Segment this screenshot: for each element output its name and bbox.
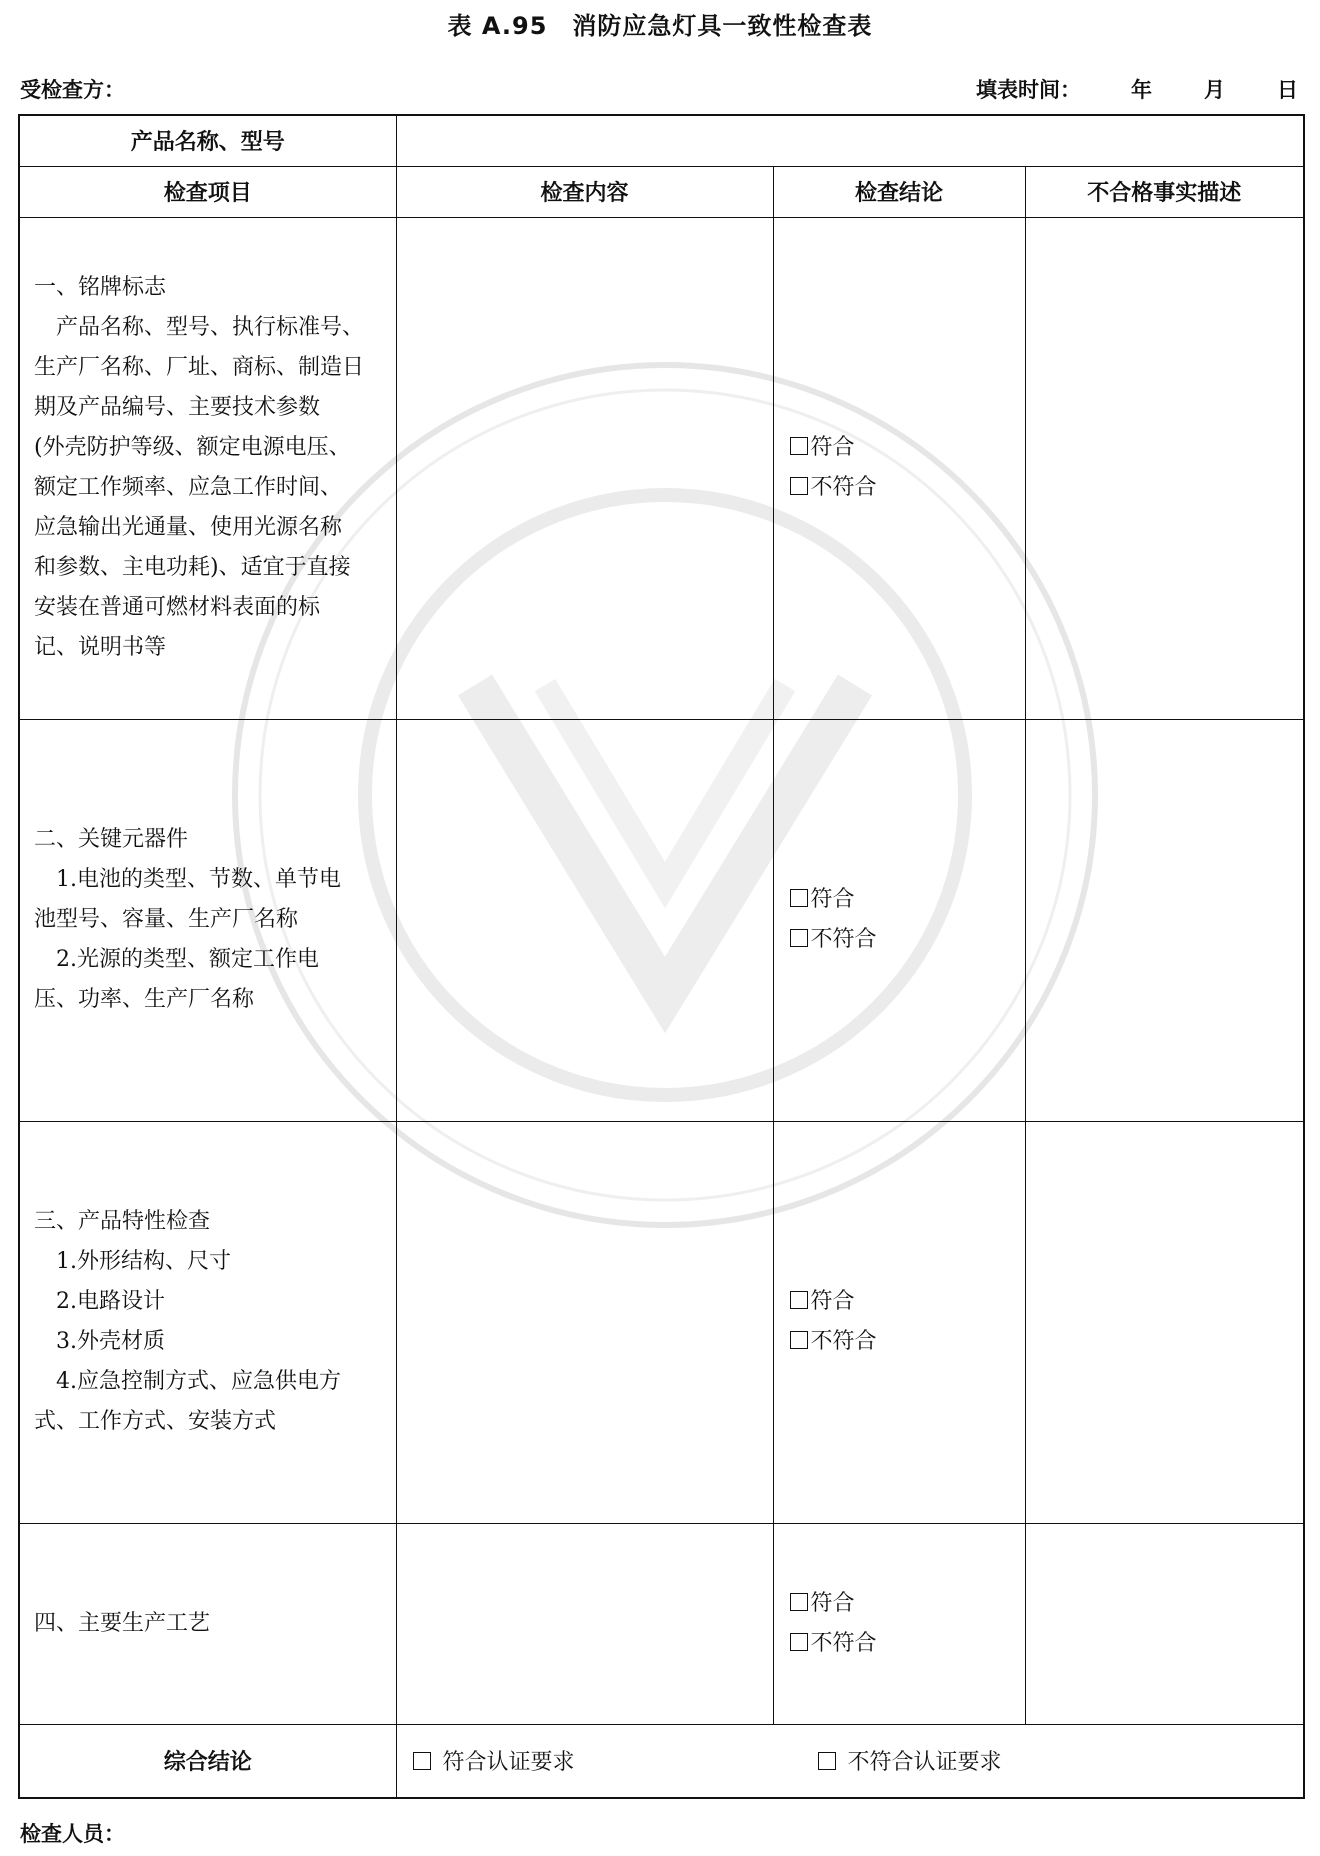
item-1 (19, 217, 396, 719)
nonconformity-description-cell[interactable] (1025, 1121, 1304, 1523)
fill-time (976, 74, 1298, 104)
product-name-label: 产品名称、型号 (19, 115, 396, 166)
header-content: 检查内容 (396, 166, 773, 217)
month-label: 月 (1204, 78, 1225, 102)
item-heading: 二、关键元器件 (34, 827, 189, 852)
summary-options (396, 1724, 1304, 1798)
inspection-content-cell[interactable] (396, 719, 773, 1121)
fails-requirements-checkbox[interactable] (818, 1745, 1002, 1776)
conform-label: 符合 (810, 435, 855, 460)
item-line: 安装在普通可燃材料表面的标 (34, 595, 321, 620)
checkbox-icon (790, 477, 808, 495)
inspector-label: 检查人员： (20, 1822, 125, 1846)
nonconform-label: 不符合 (810, 1630, 877, 1656)
inspected-party-label: 受检查方： (20, 78, 125, 102)
nonconform-label: 不符合 (810, 475, 877, 500)
item-line: 4.应急控制方式、应急供电方 (56, 1369, 341, 1394)
table-row (19, 217, 1304, 719)
item-line: 产品名称、型号、执行标准号、 (56, 315, 365, 340)
product-name-field[interactable] (396, 115, 1304, 166)
nonconformity-description-cell[interactable] (1025, 719, 1304, 1121)
checkbox-icon (818, 1752, 836, 1770)
inspection-content-cell[interactable] (396, 1523, 773, 1724)
day-label: 日 (1277, 78, 1298, 102)
nonconform-checkbox[interactable] (790, 920, 1025, 960)
item-line: 式、工作方式、安装方式 (34, 1409, 277, 1434)
nonconform-checkbox[interactable] (790, 1322, 1025, 1362)
inspection-table (18, 114, 1305, 1799)
item-4 (19, 1523, 396, 1724)
nonconformity-description-cell[interactable] (1025, 1523, 1304, 1724)
item-line: 和参数、主电功耗)、适宜于直接 (34, 555, 351, 580)
checkbox-icon (790, 437, 808, 455)
summary-row (19, 1724, 1304, 1798)
inspection-content-cell[interactable] (396, 1121, 773, 1523)
item-line: 额定工作频率、应急工作时间、 (34, 475, 343, 500)
page-title: 表 A.95 消防应急灯具一致性检查表 (447, 12, 873, 40)
nonconform-checkbox[interactable] (790, 468, 1025, 508)
item-line: 期及产品编号、主要技术参数 (34, 395, 321, 420)
conform-label: 符合 (810, 1590, 855, 1616)
item-line: 2.光源的类型、额定工作电 (56, 947, 319, 972)
checkbox-icon (413, 1752, 431, 1770)
product-row (19, 115, 1304, 166)
year-label: 年 (1131, 78, 1152, 102)
nonconform-label: 不符合 (810, 1329, 877, 1354)
item-line: 压、功率、生产厂名称 (34, 987, 255, 1012)
table-row (19, 1523, 1304, 1724)
item-line: 3.外壳材质 (56, 1329, 165, 1354)
meets-requirements-checkbox[interactable] (413, 1745, 818, 1776)
conform-checkbox[interactable] (790, 1584, 1025, 1624)
conform-checkbox[interactable] (790, 880, 1025, 920)
checkbox-icon (790, 889, 808, 907)
checkbox-icon (790, 1331, 808, 1349)
checkbox-icon (790, 1291, 808, 1309)
header-nonconformity: 不合格事实描述 (1025, 166, 1304, 217)
item-heading: 三、产品特性检查 (34, 1209, 211, 1234)
conform-checkbox[interactable] (790, 428, 1025, 468)
item-line: 生产厂名称、厂址、商标、制造日 (34, 355, 365, 380)
item-line: 1.电池的类型、节数、单节电 (56, 867, 341, 892)
checkbox-icon (790, 1593, 808, 1611)
conclusion-cell (773, 719, 1025, 1121)
fails-requirements-label: 不符合认证要求 (847, 1750, 1002, 1776)
item-3 (19, 1121, 396, 1523)
fill-time-label: 填表时间： (976, 78, 1081, 102)
meets-requirements-label: 符合认证要求 (442, 1750, 575, 1776)
checkbox-icon (790, 1633, 808, 1651)
item-line: 应急输出光通量、使用光源名称 (34, 515, 343, 540)
conform-label: 符合 (810, 887, 855, 912)
nonconform-label: 不符合 (810, 927, 877, 952)
item-line: 1.外形结构、尺寸 (56, 1249, 231, 1274)
header-conclusion: 检查结论 (773, 166, 1025, 217)
item-line: 2.电路设计 (56, 1289, 165, 1314)
table-row (19, 719, 1304, 1121)
header-row (19, 166, 1304, 217)
item-line: 池型号、容量、生产厂名称 (34, 907, 299, 932)
item-line: 记、说明书等 (34, 635, 167, 660)
header-item: 检查项目 (19, 166, 396, 217)
table-row (19, 1121, 1304, 1523)
nonconform-checkbox[interactable] (790, 1624, 1025, 1664)
item-heading: 四、主要生产工艺 (34, 1610, 211, 1636)
checkbox-icon (790, 929, 808, 947)
nonconformity-description-cell[interactable] (1025, 217, 1304, 719)
conform-checkbox[interactable] (790, 1282, 1025, 1322)
conclusion-cell (773, 1523, 1025, 1724)
item-2 (19, 719, 396, 1121)
item-line: (外壳防护等级、额定电源电压、 (34, 435, 351, 460)
summary-label: 综合结论 (19, 1724, 396, 1798)
inspection-content-cell[interactable] (396, 217, 773, 719)
item-heading: 一、铭牌标志 (34, 275, 167, 300)
conclusion-cell (773, 217, 1025, 719)
conclusion-cell (773, 1121, 1025, 1523)
conform-label: 符合 (810, 1289, 855, 1314)
